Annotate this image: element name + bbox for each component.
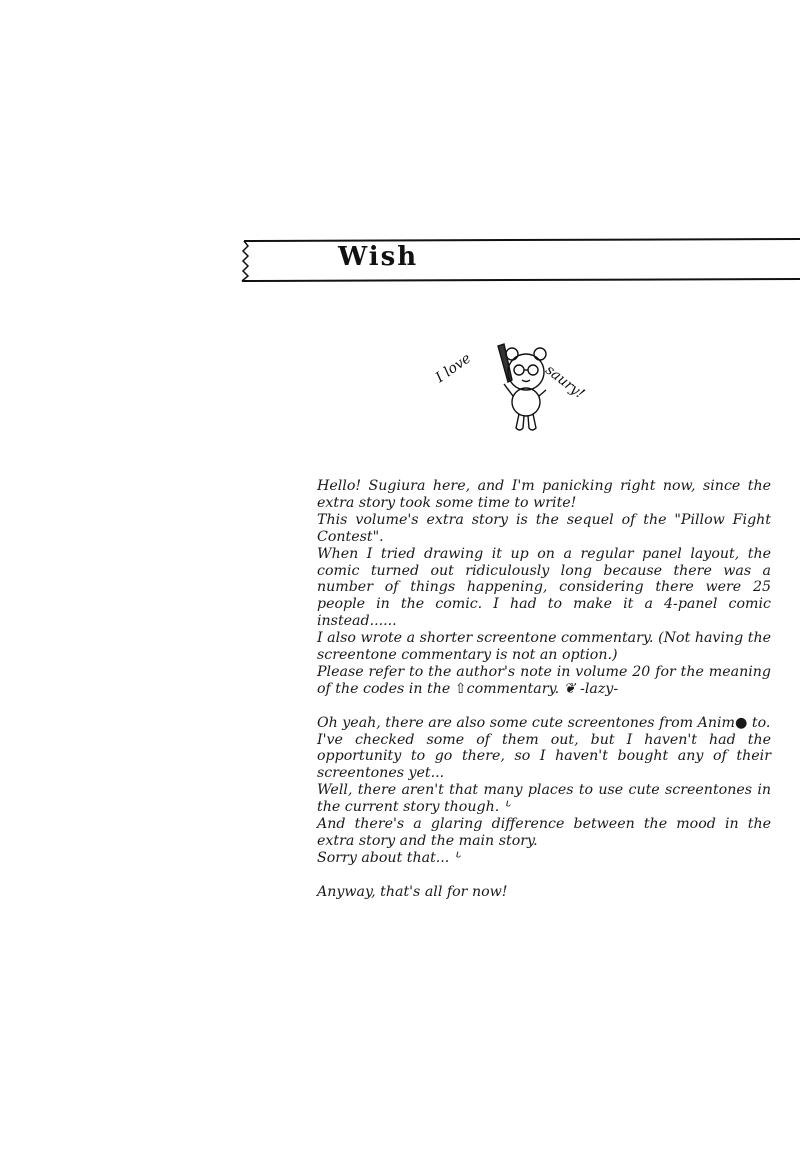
note-line: Well, there aren't that many places to use cute screentones in the current story though. ᒡ	[317, 782, 771, 816]
banner-frame	[240, 238, 800, 282]
note-line: Hello! Sugiura here, and I'm panicking right now, since the extra story took some time to write!	[317, 478, 771, 511]
title-banner	[240, 238, 800, 282]
mascot-right-text: saury!	[542, 362, 588, 403]
note-line: Please refer to the author's note in volume 20 for the meaning of the codes in the ⇧commentary. ❦ -lazy-	[317, 663, 771, 697]
mascot-illustration	[432, 340, 610, 440]
mascot-left-text: I love	[432, 350, 475, 386]
note-line: I've checked some of them out, but I haven't had the opportunity to go there, so I haven't bought any of their screentones yet...	[317, 731, 771, 782]
page-title: Wish	[338, 242, 419, 272]
paragraph-gap	[317, 698, 771, 715]
note-line: Oh yeah, there are also some cute screentones from Anim● to.	[317, 714, 771, 731]
author-note	[317, 478, 771, 901]
note-line: I also wrote a shorter screentone commentary. (Not having the screentone commentary is not an option.)	[317, 630, 771, 664]
note-line: This volume's extra story is the sequel of the "Pillow Fight Contest".	[317, 511, 771, 545]
note-line: Sorry about that... ᒡ	[317, 849, 460, 866]
note-closing: Anyway, that's all for now!	[317, 883, 508, 900]
note-line: When I tried drawing it up on a regular panel layout, the comic turned out ridiculously long because there was a number of things happening, considering there were 25 people in the comic. I had to make it a 4-panel comic instead......	[317, 545, 771, 630]
paragraph-gap	[317, 867, 771, 884]
note-line: And there's a glaring difference between the mood in the extra story and the main story.	[317, 816, 771, 850]
